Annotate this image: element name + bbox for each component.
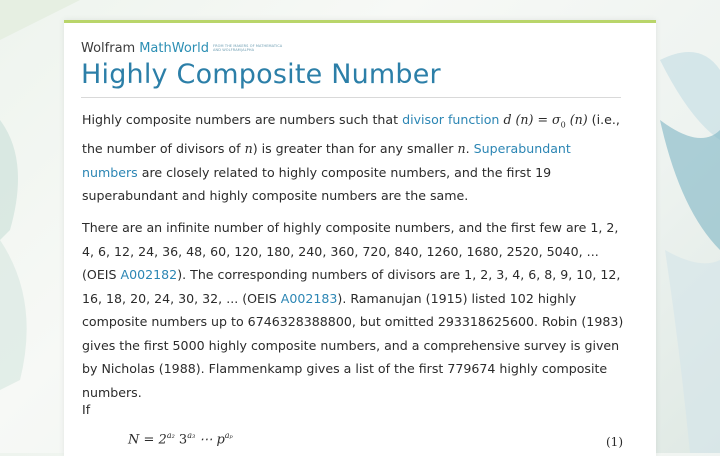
math-divisor-expr: d $(n) = \sigma_0$ (n) bbox=[503, 112, 588, 130]
logo-mathworld-text: MathWorld bbox=[139, 40, 209, 56]
logo-tagline: FROM THE MAKERS OF MATHEMATICA AND WOLFRAM|ALPHA bbox=[213, 44, 283, 52]
oeis-a002183-link[interactable]: A002183 bbox=[280, 290, 338, 306]
oeis-a002182-link[interactable]: A002182 bbox=[120, 267, 178, 282]
title-divider bbox=[81, 97, 621, 98]
equation-number: (1) bbox=[606, 435, 623, 449]
equation-1: $N = 2^{a_2}$ $3^{a_3}$ ⋯ $p^{a_p}$ bbox=[128, 431, 233, 448]
paragraph-if: If bbox=[82, 402, 91, 417]
page-title: Highly Composite Number bbox=[81, 59, 441, 90]
mathworld-logo[interactable] bbox=[81, 39, 282, 57]
superabundant-numbers-link[interactable]: Superabundant numbers bbox=[82, 141, 571, 180]
paragraph-sequence: There are an infinite number of highly composite numbers, and the first few are 1, 2, 4, 6, 12, 24, 36, 48, 60, 120, 180, 240, 360, 720, 840, 1260, 1680, 2520, 5040, ... (OEIS A002182). The corresponding numbers of divisors are 1, 2, 3, 4, 6, 8, 9, 10, 12, 16, 18, 20, 24, 30, 32, ... (OEIS A002183). Ramanujan (1915) listed 102 highly composite numbers up to 6746328388800, but omitted 293318625600. Robin (1983) gives the first 5000 highly composite numbers, and a comprehensive survey is given by Nicholas (1988). Flammenkamp gives a list of the first 779674 highly composite numbers. bbox=[82, 220, 624, 400]
paragraph-definition: Highly composite numbers are numbers such that divisor function d $(n) = \sigma_0$ (n) (i.e., the number of divisors of n) is greater than for any smaller n. Superabundant numbers are closely related to highly composite numbers, and the first 19 superabundant and highly composite numbers are the same. bbox=[82, 112, 620, 204]
divisor-function-link[interactable]: divisor function bbox=[402, 112, 500, 127]
article-card bbox=[64, 20, 656, 456]
logo-wolfram-text: Wolfram bbox=[81, 40, 136, 56]
